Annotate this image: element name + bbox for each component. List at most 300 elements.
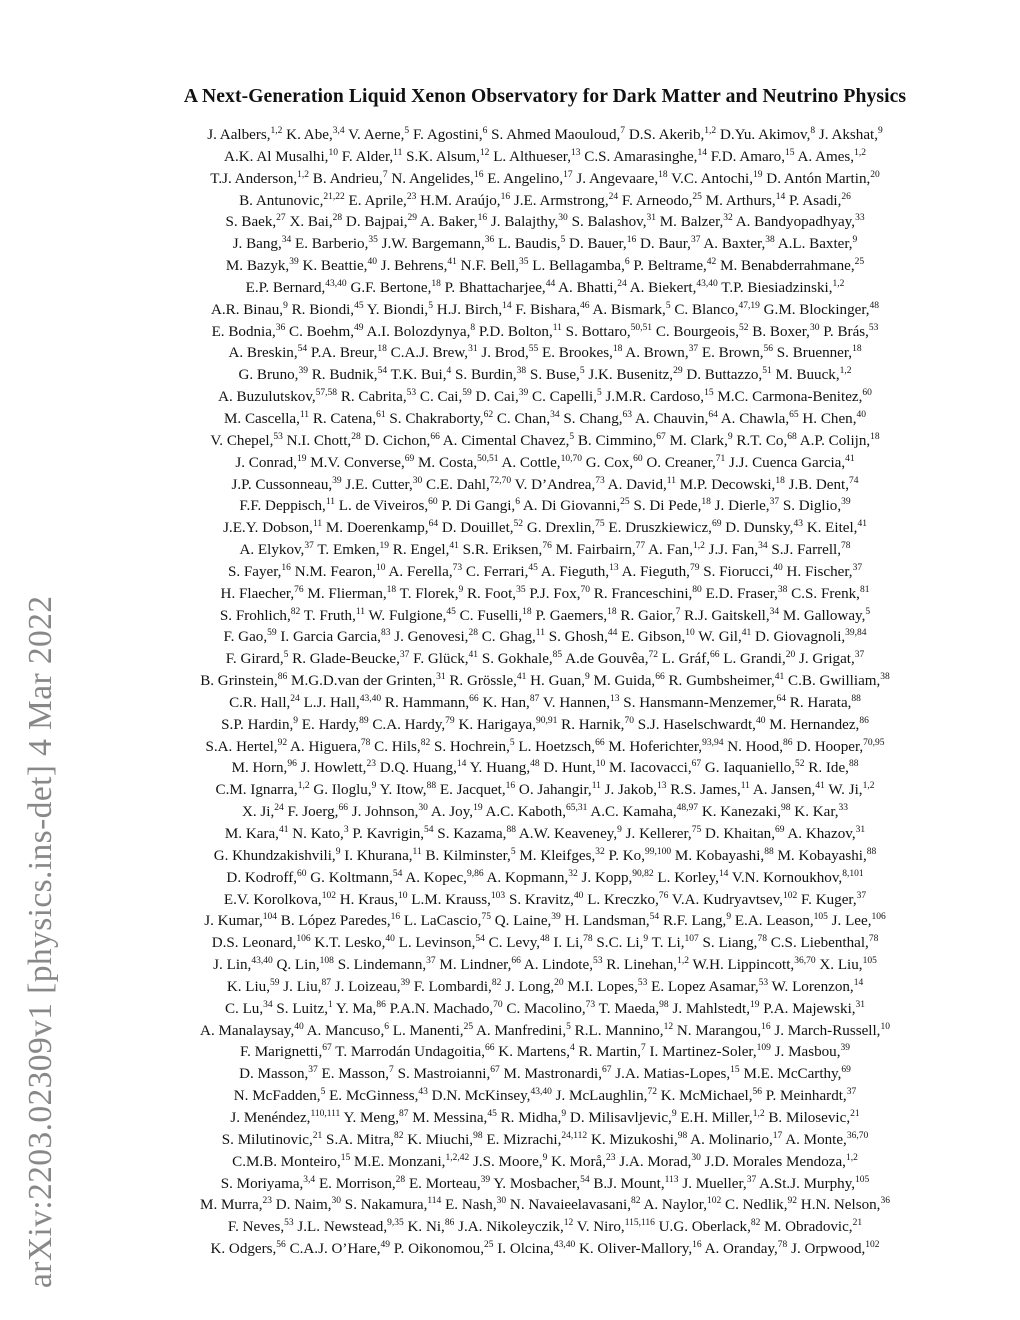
affiliation-number: 1,2 xyxy=(752,1108,765,1119)
affiliation-number: 30 xyxy=(558,213,568,224)
affiliation-number: 92 xyxy=(277,737,288,748)
affiliation-number: 9 xyxy=(335,846,341,857)
affiliation-number: 18 xyxy=(522,606,532,617)
affiliation-number: 31 xyxy=(855,824,866,835)
affiliation-number: 25 xyxy=(854,257,865,268)
affiliation-number: 54 xyxy=(649,912,660,923)
author-line: H. Flaecher,$^{76}$ M. Flierman,$^{18}$ T. Florek,$^9$ R. Foot,$^{35}$ P.J. Fox,$^{70}$ R. Franceschini,$^{80}$ E.D. Fraser,$^{38}$ C.S. Frenk,$^{81}$ xyxy=(220,584,870,602)
affiliation-number: 82 xyxy=(393,1130,404,1141)
author-line: N. McFadden,$^5$ E. McGinness,$^{43}$ D.N. McKinsey,$^{43,40}$ J. McLaughlin,$^{72}$ K. McMichael,$^{56}$ P. Meinhardt,$^{37}$ xyxy=(233,1087,857,1105)
affiliation-number: 70 xyxy=(580,584,591,595)
affiliation-number: 92 xyxy=(787,1196,798,1207)
affiliation-number: 38 xyxy=(880,672,890,683)
affiliation-number: 98 xyxy=(677,1130,688,1141)
affiliation-number: 9 xyxy=(878,125,883,136)
affiliation-number: 41 xyxy=(857,519,867,530)
affiliation-number: 19 xyxy=(750,999,760,1010)
author-line: M. Cascella,$^{11}$ R. Catena,$^{61}$ S. Chakraborty,$^{62}$ C. Chan,$^{34}$ S. Chang,$^{63}$ A. Chauvin,$^{64}$ A. Chawla,$^{65}$ H. Chen,$^{40}$ xyxy=(224,409,866,427)
affiliation-number: 66 xyxy=(710,650,720,661)
affiliation-number: 70 xyxy=(624,715,634,726)
affiliation-number: 34 xyxy=(758,541,768,551)
affiliation-number: 65 xyxy=(789,409,799,420)
affiliation-number: 19 xyxy=(473,803,483,814)
affiliation-number: 42 xyxy=(706,257,717,268)
affiliation-number: 66 xyxy=(469,693,479,704)
affiliation-number: 75 xyxy=(595,519,605,530)
affiliation-number: 18 xyxy=(431,278,441,289)
affiliation-number: 88 xyxy=(851,693,861,704)
affiliation-number: 37 xyxy=(769,497,780,508)
affiliation-number: 11 xyxy=(552,322,562,333)
affiliation-number: 47,19 xyxy=(738,300,760,311)
affiliation-number: 18 xyxy=(870,431,880,442)
affiliation-number: 16 xyxy=(473,169,484,180)
affiliation-number: 24 xyxy=(274,803,284,814)
affiliation-number: 12 xyxy=(663,1021,674,1032)
author-line: F. Neves,$^{53}$ J.L. Newstead,$^{9,35}$ K. Ni,$^{86}$ J.A. Nikoleyczik,$^{12}$ V. Niro,$^{115,116}$ U.G. Oberlack,$^{82}$ M. Obradovic,$^{21}$ xyxy=(227,1218,863,1236)
affiliation-number: 65,31 xyxy=(566,803,588,814)
affiliation-number: 1,2 xyxy=(862,781,875,792)
affiliation-number: 23 xyxy=(606,1152,616,1163)
affiliation-number: 41 xyxy=(741,628,752,639)
affiliation-number: 43 xyxy=(418,1087,428,1098)
affiliation-number: 45 xyxy=(487,1108,497,1119)
author-line: D.S. Leonard,$^{106}$ K.T. Lesko,$^{40}$ L. Levinson,$^{54}$ C. Levy,$^{48}$ I. Li,$^{78}$ S.C. Li,$^9$ T. Li,$^{107}$ S. Liang,$^{78}$ C.S. Liebenthal,$^{78}$ xyxy=(211,934,879,952)
affiliation-number: 1,2 xyxy=(270,125,283,136)
affiliation-number: 35 xyxy=(516,584,526,595)
affiliation-number: 35 xyxy=(368,235,378,246)
affiliation-number: 3 xyxy=(343,824,349,835)
affiliation-number: 41 xyxy=(774,672,785,683)
affiliation-number: 40 xyxy=(294,1021,304,1032)
author-line: S. Milutinovic,$^{21}$ S.A. Mitra,$^{82}$ K. Miuchi,$^{98}$ E. Mizrachi,$^{24,112}$ K. Mizukoshi,$^{98}$ A. Molinario,$^{17}$ A. Monte,$^{36,70}$ xyxy=(221,1130,869,1148)
affiliation-number: 10 xyxy=(880,1021,890,1032)
affiliation-number: 20 xyxy=(785,650,796,661)
affiliation-number: 48 xyxy=(530,759,540,770)
affiliation-number: 9 xyxy=(585,672,590,683)
affiliation-number: 41 xyxy=(468,650,479,661)
affiliation-number: 87 xyxy=(529,693,540,704)
author-line: J. Conrad,$^{19}$ M.V. Converse,$^{69}$ M. Costa,$^{50,51}$ A. Cottle,$^{10,70}$ G. Cox,$^{60}$ O. Creaner,$^{71}$ J.J. Cuenca Garcia,$^{41}$ xyxy=(235,453,855,471)
affiliation-number: 8,101 xyxy=(842,868,864,879)
affiliation-number: 45 xyxy=(446,606,456,617)
affiliation-number: 17 xyxy=(772,1130,783,1141)
affiliation-number: 11 xyxy=(591,781,601,792)
affiliation-number: 21 xyxy=(852,1218,863,1229)
affiliation-number: 21,22 xyxy=(323,191,345,202)
affiliation-number: 102 xyxy=(865,1240,880,1250)
author-list xyxy=(80,125,1010,1261)
affiliation-number: 30 xyxy=(418,803,428,814)
affiliation-number: 73 xyxy=(585,999,596,1010)
affiliation-number: 5 xyxy=(510,846,516,857)
affiliation-number: 13 xyxy=(609,562,619,573)
affiliation-number: 24 xyxy=(608,191,619,202)
affiliation-number: 1,2 xyxy=(297,781,310,792)
affiliation-number: 18 xyxy=(612,344,623,355)
affiliation-number: 9 xyxy=(617,824,622,835)
affiliation-number: 86 xyxy=(277,672,288,683)
affiliation-number: 12 xyxy=(563,1218,574,1229)
affiliation-number: 88 xyxy=(426,781,437,792)
author-line: J. Kumar,$^{104}$ B. López Paredes,$^{16}$ L. LaCascio,$^{75}$ Q. Laine,$^{39}$ H. Landsman,$^{54}$ R.F. Lang,$^9$ E.A. Leason,$^{105}$ J. Lee,$^{106}$ xyxy=(204,912,886,930)
author-line: S. Frohlich,$^{82}$ T. Fruth,$^{11}$ W. Fulgione,$^{45}$ C. Fuselli,$^{18}$ P. Gaemers,$^{18}$ R. Gaior,$^7$ R.J. Gaitskell,$^{34}$ M. Galloway,$^5$ xyxy=(219,606,871,624)
affiliation-number: 33 xyxy=(855,213,865,224)
affiliation-number: 104 xyxy=(262,912,278,923)
affiliation-number: 40 xyxy=(385,934,395,945)
affiliation-number: 11 xyxy=(740,781,750,792)
affiliation-number: 55 xyxy=(528,344,539,355)
affiliation-number: 17 xyxy=(563,169,573,180)
author-line: J.E.Y. Dobson,$^{11}$ M. Doerenkamp,$^{64}$ D. Douillet,$^{52}$ G. Drexlin,$^{75}$ E. Druszkiewicz,$^{69}$ D. Dunsky,$^{43}$ K. Eitel,$^{41}$ xyxy=(223,519,867,537)
affiliation-number: 44 xyxy=(545,278,556,289)
author-line: E. Bodnia,$^{36}$ C. Boehm,$^{49}$ A.I. Bolozdynya,$^8$ P.D. Bolton,$^{11}$ S. Bottaro,$^{50,51}$ C. Bourgeois,$^{52}$ B. Boxer,$^{30}$ P. Brás,$^{53}$ xyxy=(211,322,879,340)
affiliation-number: 15 xyxy=(704,388,714,399)
affiliation-number: 54 xyxy=(475,934,485,945)
affiliation-number: 109 xyxy=(756,1043,771,1054)
arxiv-identifier[interactable]: arXiv:2203.02309v1 [physics.ins-det] 4 Mar 2022 xyxy=(22,595,59,1288)
author-line: S. Fayer,$^{16}$ N.M. Fearon,$^{10}$ A. Ferella,$^{73}$ C. Ferrari,$^{45}$ A. Fieguth,$^{13}$ A. Fieguth,$^{79}$ S. Fiorucci,$^{40}$ H. Fischer,$^{37}$ xyxy=(227,562,863,580)
author-line: F. Gao,$^{59}$ I. Garcia Garcia,$^{83}$ J. Genovesi,$^{28}$ C. Ghag,$^{11}$ S. Ghosh,$^{44}$ E. Gibson,$^{10}$ W. Gil,$^{41}$ D. Giovagnoli,$^{39,84}$ xyxy=(223,628,867,646)
affiliation-number: 1,2 xyxy=(832,278,845,289)
affiliation-number: 79 xyxy=(445,715,455,726)
author-line: A. Buzulutskov,$^{57,58}$ R. Cabrita,$^{53}$ C. Cai,$^{59}$ D. Cai,$^{39}$ C. Capelli,$^5$ J.M.R. Cardoso,$^{15}$ M.C. Carmona-Benitez,$^{60}$ xyxy=(218,388,872,406)
affiliation-number: 45 xyxy=(354,300,364,311)
author-line: M. Kara,$^{41}$ N. Kato,$^3$ P. Kavrigin,$^{54}$ S. Kazama,$^{88}$ A.W. Keaveney,$^9$ J. Kellerer,$^{75}$ D. Khaitan,$^{69}$ A. Khazov,$^{31}$ xyxy=(224,824,866,842)
affiliation-number: 54 xyxy=(297,344,308,355)
affiliation-number: 7 xyxy=(389,1065,394,1076)
affiliation-number: 77 xyxy=(635,541,646,551)
affiliation-number: 32 xyxy=(595,846,605,857)
affiliation-number: 5 xyxy=(283,650,289,661)
affiliation-number: 11 xyxy=(355,606,366,617)
affiliation-number: 82 xyxy=(491,977,502,988)
affiliation-number: 34 xyxy=(263,999,273,1010)
affiliation-number: 82 xyxy=(290,606,301,617)
affiliation-number: 64 xyxy=(428,519,439,530)
affiliation-number: 103 xyxy=(490,890,506,901)
affiliation-number: 102 xyxy=(782,890,798,901)
affiliation-number: 73 xyxy=(595,475,605,486)
affiliation-number: 38 xyxy=(777,584,788,595)
affiliation-number: 8 xyxy=(470,322,476,333)
affiliation-number: 11 xyxy=(412,846,422,857)
affiliation-number: 88 xyxy=(506,824,516,835)
affiliation-number: 87 xyxy=(321,977,331,988)
affiliation-number: 29 xyxy=(673,366,683,377)
affiliation-number: 18 xyxy=(377,344,387,355)
affiliation-number: 1,2,42 xyxy=(445,1152,470,1163)
affiliation-number: 43 xyxy=(793,519,803,530)
affiliation-number: 43,40 xyxy=(553,1240,576,1250)
affiliation-number: 25 xyxy=(463,1021,474,1032)
affiliation-number: 39,84 xyxy=(845,628,867,639)
affiliation-number: 19 xyxy=(379,541,390,551)
affiliation-number: 10 xyxy=(685,628,695,639)
affiliation-number: 9 xyxy=(643,934,649,945)
affiliation-number: 41 xyxy=(278,824,289,835)
affiliation-number: 11 xyxy=(666,475,676,486)
affiliation-number: 86 xyxy=(444,1218,455,1229)
affiliation-number: 9 xyxy=(727,431,733,442)
affiliation-number: 5 xyxy=(404,125,410,136)
affiliation-number: 19 xyxy=(296,453,307,464)
author-line: M. Murra,$^{23}$ D. Naim,$^{30}$ S. Nakamura,$^{114}$ E. Nash,$^{30}$ N. Navaieelavasani,$^{82}$ A. Naylor,$^{102}$ C. Nedlik,$^{92}$ H.N. Nelson,$^{36}$ xyxy=(200,1196,890,1214)
affiliation-number: 73 xyxy=(452,562,463,573)
affiliation-number: 14 xyxy=(456,759,467,770)
affiliation-number: 114 xyxy=(427,1196,442,1207)
affiliation-number: 4 xyxy=(446,366,452,377)
affiliation-number: 86 xyxy=(782,737,793,748)
affiliation-number: 72 xyxy=(648,650,659,661)
author-line: A. Elykov,$^{37}$ T. Emken,$^{19}$ R. Engel,$^{41}$ S.R. Eriksen,$^{76}$ M. Fairbairn,$^{77}$ A. Fan,$^{1,2}$ J.J. Fan,$^{34}$ S.J. Farrell,$^{78}$ xyxy=(239,541,851,559)
author-line: C.M. Ignarra,$^{1,2}$ G. Iloglu,$^9$ Y. Itow,$^{88}$ E. Jacquet,$^{16}$ O. Jahangir,$^{11}$ J. Jakob,$^{13}$ R.S. James,$^{11}$ A. Jansen,$^{41}$ W. Ji,$^{1,2}$ xyxy=(215,781,875,799)
affiliation-number: 21 xyxy=(312,1130,323,1141)
affiliation-number: 37 xyxy=(304,541,314,551)
affiliation-number: 31 xyxy=(646,213,656,224)
affiliation-number: 72 xyxy=(647,1087,657,1098)
affiliation-number: 5 xyxy=(865,606,871,617)
affiliation-number: 67 xyxy=(322,1043,332,1054)
arxiv-sidebar xyxy=(0,0,80,1320)
affiliation-number: 30 xyxy=(331,1196,342,1207)
author-line: C.M.B. Monteiro,$^{15}$ M.E. Monzani,$^{1,2,42}$ J.S. Moore,$^9$ K. Morå,$^{23}$ J.A. Morad,$^{30}$ J.D. Morales Mendoza,$^{1,2}$ xyxy=(232,1152,858,1170)
affiliation-number: 54 xyxy=(377,366,388,377)
affiliation-number: 9 xyxy=(458,584,464,595)
affiliation-number: 88 xyxy=(848,759,859,770)
affiliation-number: 32 xyxy=(723,213,733,224)
affiliation-number: 36,70 xyxy=(846,1130,869,1141)
affiliation-number: 68 xyxy=(787,431,797,442)
affiliation-number: 18 xyxy=(701,497,711,508)
affiliation-number: 9 xyxy=(852,235,858,246)
affiliation-number: 7 xyxy=(620,125,626,136)
affiliation-number: 83 xyxy=(380,628,391,639)
affiliation-number: 44 xyxy=(607,628,618,639)
affiliation-number: 66 xyxy=(485,1043,495,1054)
affiliation-number: 28 xyxy=(395,1174,406,1185)
affiliation-number: 39 xyxy=(289,257,299,268)
affiliation-number: 39 xyxy=(841,497,851,508)
affiliation-number: 31 xyxy=(436,672,446,683)
affiliation-number: 33 xyxy=(838,803,849,814)
affiliation-number: 24,112 xyxy=(561,1130,588,1141)
affiliation-number: 30 xyxy=(412,475,423,486)
affiliation-number: 53 xyxy=(758,977,769,988)
affiliation-number: 37 xyxy=(688,344,699,355)
affiliation-number: 82 xyxy=(420,737,431,748)
author-line: C.R. Hall,$^{24}$ L.J. Hall,$^{43,40}$ R. Hammann,$^{66}$ K. Han,$^{87}$ V. Hannen,$^{13}$ S. Hansmann-Menzemer,$^{64}$ R. Harata,$^{88}$ xyxy=(229,693,861,711)
affiliation-number: 64 xyxy=(776,693,787,704)
author-line: B. Grinstein,$^{86}$ M.G.D.van der Grinten,$^{31}$ R. Grössle,$^{41}$ H. Guan,$^9$ M. Guida,$^{66}$ R. Gumbsheimer,$^{41}$ C.B. Gwilliam,$^{38}$ xyxy=(200,672,890,690)
affiliation-number: 16 xyxy=(500,191,511,202)
affiliation-number: 61 xyxy=(376,409,386,420)
affiliation-number: 9 xyxy=(283,300,288,311)
author-line: C. Lu,$^{34}$ S. Luitz,$^1$ Y. Ma,$^{86}$ P.A.N. Machado,$^{70}$ C. Macolino,$^{73}$ T. Maeda,$^{98}$ J. Mahlstedt,$^{19}$ P.A. Majewski,$^{31}$ xyxy=(224,999,866,1017)
affiliation-number: 9,35 xyxy=(387,1218,404,1229)
affiliation-number: 9 xyxy=(561,1108,567,1119)
affiliation-number: 108 xyxy=(319,956,334,967)
author-line: A.R. Binau,$^9$ R. Biondi,$^{45}$ Y. Biondi,$^5$ H.J. Birch,$^{14}$ F. Bishara,$^{46}$ A. Bismark,$^5$ C. Blanco,$^{47,19}$ G.M. Blockinger,$^{48}$ xyxy=(210,300,880,318)
author-line: B. Antunovic,$^{21,22}$ E. Aprile,$^{23}$ H.M. Araújo,$^{16}$ J.E. Armstrong,$^{24}$ F. Arneodo,$^{25}$ M. Arthurs,$^{14}$ P. Asadi,$^{26}$ xyxy=(239,191,851,209)
affiliation-number: 41 xyxy=(516,672,527,683)
affiliation-number: 76 xyxy=(658,890,669,901)
author-line: S. Moriyama,$^{3,4}$ E. Morrison,$^{28}$ E. Morteau,$^{39}$ Y. Mosbacher,$^{54}$ B.J. Mount,$^{113}$ J. Mueller,$^{37}$ A.St.J. Murphy,$^{105}$ xyxy=(220,1174,870,1192)
author-line: D. Masson,$^{37}$ E. Masson,$^7$ S. Mastroianni,$^{67}$ M. Mastronardi,$^{67}$ J.A. Matias-Lopes,$^{15}$ M.E. McCarthy,$^{69}$ xyxy=(239,1065,851,1083)
affiliation-number: 88 xyxy=(866,846,877,857)
affiliation-number: 16 xyxy=(390,912,401,923)
affiliation-number: 66 xyxy=(511,956,521,967)
affiliation-number: 102 xyxy=(321,890,336,901)
affiliation-number: 39 xyxy=(400,977,411,988)
affiliation-number: 43,40 xyxy=(530,1087,552,1098)
author-line: S.A. Hertel,$^{92}$ A. Higuera,$^{78}$ C. Hils,$^{82}$ S. Hochrein,$^5$ L. Hoetzsch,$^{66}$ M. Hoferichter,$^{93,94}$ N. Hood,$^{86}$ D. Hooper,$^{70,95}$ xyxy=(205,737,885,755)
affiliation-number: 52 xyxy=(513,519,524,530)
affiliation-number: 15 xyxy=(340,1152,351,1163)
affiliation-number: 82 xyxy=(750,1218,761,1229)
affiliation-number: 14 xyxy=(502,300,512,311)
author-line: J. Bang,$^{34}$ E. Barberio,$^{35}$ J.W. Bargemann,$^{36}$ L. Baudis,$^5$ D. Bauer,$^{16}$ D. Baur,$^{37}$ A. Baxter,$^{38}$ A.L. Baxter,$^9$ xyxy=(232,235,858,253)
affiliation-number: 5 xyxy=(569,431,575,442)
affiliation-number: 15 xyxy=(785,147,795,158)
affiliation-number: 3,4 xyxy=(332,125,345,136)
affiliation-number: 60 xyxy=(297,868,307,879)
affiliation-number: 15 xyxy=(730,1065,740,1076)
affiliation-number: 37 xyxy=(308,1065,318,1076)
affiliation-number: 46 xyxy=(580,300,590,311)
affiliation-number: 5 xyxy=(320,1087,326,1098)
affiliation-number: 57,58 xyxy=(315,388,338,399)
author-line: X. Ji,$^{24}$ F. Joerg,$^{66}$ J. Johnson,$^{30}$ A. Joy,$^{19}$ A.C. Kaboth,$^{65,31}$ A.C. Kamaha,$^{48,97}$ K. Kanezaki,$^{98}$ K. Kar,$^{33}$ xyxy=(241,803,849,821)
author-line: J.P. Cussonneau,$^{39}$ J.E. Cutter,$^{30}$ C.E. Dahl,$^{72,70}$ V. D’Andrea,$^{73}$ A. David,$^{11}$ M.P. Decowski,$^{18}$ J.B. Dent,$^{74}$ xyxy=(231,475,859,493)
affiliation-number: 40 xyxy=(573,890,584,901)
affiliation-number: 8 xyxy=(810,125,816,136)
affiliation-number: 106 xyxy=(871,912,886,923)
affiliation-number: 64 xyxy=(708,409,718,420)
affiliation-number: 16 xyxy=(761,1021,771,1032)
affiliation-number: 67 xyxy=(602,1065,612,1076)
affiliation-number: 11 xyxy=(393,147,403,158)
affiliation-number: 1,2 xyxy=(704,125,717,136)
affiliation-number: 74 xyxy=(848,475,859,486)
affiliation-number: 5 xyxy=(566,1021,571,1032)
affiliation-number: 7 xyxy=(675,606,681,617)
affiliation-number: 43,40 xyxy=(325,278,347,289)
affiliation-number: 1,2 xyxy=(854,147,866,158)
affiliation-number: 38 xyxy=(765,235,775,246)
affiliation-number: 36 xyxy=(880,1196,890,1207)
affiliation-number: 9 xyxy=(293,715,299,726)
paper-title: A Next-Generation Liquid Xenon Observatory for Dark Matter and Neutrino Physics xyxy=(183,86,907,107)
affiliation-number: 54 xyxy=(580,1174,590,1185)
affiliation-number: 48,97 xyxy=(676,803,699,814)
author-line: F. Marignetti,$^{67}$ T. Marrodán Undagoitia,$^{66}$ K. Martens,$^4$ R. Martin,$^7$ I. Martinez-Soler,$^{109}$ J. Masbou,$^{39}$ xyxy=(240,1043,850,1061)
affiliation-number: 9,86 xyxy=(466,868,484,879)
affiliation-number: 5 xyxy=(597,388,602,399)
affiliation-number: 50,51 xyxy=(477,453,499,464)
affiliation-number: 25 xyxy=(620,497,630,508)
affiliation-number: 39 xyxy=(298,366,308,377)
affiliation-number: 106 xyxy=(296,934,311,945)
affiliation-number: 53 xyxy=(637,977,648,988)
author-line: K. Odgers,$^{56}$ C.A.J. O’Hare,$^{49}$ P. Oikonomou,$^{25}$ I. Olcina,$^{43,40}$ K. Oliver-Mallory,$^{16}$ A. Oranday,$^{78}$ J. Orpwood,$^{102}$ xyxy=(210,1240,880,1258)
affiliation-number: 34 xyxy=(769,606,780,617)
affiliation-number: 16 xyxy=(505,781,516,792)
affiliation-number: 21 xyxy=(850,1108,860,1119)
affiliation-number: 41 xyxy=(815,781,825,792)
affiliation-number: 81 xyxy=(859,584,870,595)
affiliation-number: 28 xyxy=(468,628,478,639)
affiliation-number: 34 xyxy=(281,235,292,246)
affiliation-number: 53 xyxy=(868,322,879,333)
affiliation-number: 18 xyxy=(775,475,785,486)
affiliation-number: 102 xyxy=(707,1196,722,1207)
affiliation-number: 36,70 xyxy=(794,956,816,967)
affiliation-number: 63 xyxy=(622,409,633,420)
author-line: S. Baek,$^{27}$ X. Bai,$^{28}$ D. Bajpai,$^{29}$ A. Baker,$^{16}$ J. Balajthy,$^{30}$ S. Balashov,$^{31}$ M. Balzer,$^{32}$ A. Bandyopadhyay,$^{33}$ xyxy=(225,213,865,231)
affiliation-number: 23 xyxy=(406,191,417,202)
affiliation-number: 14 xyxy=(853,977,864,988)
affiliation-number: 36 xyxy=(275,322,286,333)
affiliation-number: 98 xyxy=(781,803,791,814)
affiliation-number: 27 xyxy=(276,213,286,224)
author-line: G. Bruno,$^{39}$ R. Budnik,$^{54}$ T.K. Bui,$^4$ S. Burdin,$^{38}$ S. Buse,$^5$ J.K. Busenitz,$^{29}$ D. Buttazzo,$^{51}$ M. Buuck,$^{1,2}$ xyxy=(238,366,852,384)
affiliation-number: 32 xyxy=(568,868,578,879)
affiliation-number: 13 xyxy=(570,147,581,158)
author-line: M. Bazyk,$^{39}$ K. Beattie,$^{40}$ J. Behrens,$^{41}$ N.F. Bell,$^{35}$ L. Bellagamba,$^6$ P. Beltrame,$^{42}$ M. Benabderrahmane,$^{25}$ xyxy=(225,257,865,275)
affiliation-number: 60 xyxy=(633,453,643,464)
affiliation-number: 16 xyxy=(692,1240,702,1250)
author-line: A. Manalaysay,$^{40}$ A. Mancuso,$^6$ L. Manenti,$^{25}$ A. Manfredini,$^5$ R.L. Mannino,$^{12}$ N. Marangou,$^{16}$ J. March-Russell,$^{10}$ xyxy=(200,1021,890,1039)
affiliation-number: 14 xyxy=(697,147,707,158)
affiliation-number: 39 xyxy=(840,1043,850,1054)
affiliation-number: 78 xyxy=(868,934,879,945)
affiliation-number: 19 xyxy=(753,169,763,180)
affiliation-number: 24 xyxy=(617,278,627,289)
affiliation-number: 51 xyxy=(762,366,772,377)
affiliation-number: 1,2 xyxy=(839,366,852,377)
affiliation-number: 9 xyxy=(371,781,377,792)
affiliation-number: 40 xyxy=(773,562,783,573)
affiliation-number: 18 xyxy=(607,606,617,617)
affiliation-number: 9 xyxy=(726,912,732,923)
affiliation-number: 40 xyxy=(755,715,766,726)
affiliation-number: 37 xyxy=(856,890,867,901)
affiliation-number: 1,2 xyxy=(297,169,310,180)
affiliation-number: 41 xyxy=(449,541,459,551)
affiliation-number: 67 xyxy=(656,431,666,442)
author-line: J. Menéndez,$^{110,111}$ Y. Meng,$^{87}$ M. Messina,$^{45}$ R. Midha,$^9$ D. Milisavljevic,$^9$ E.H. Miller,$^{1,2}$ B. Milosevic,$^{21}$ xyxy=(230,1108,860,1126)
affiliation-number: 18 xyxy=(658,169,668,180)
affiliation-number: 49 xyxy=(380,1240,391,1250)
affiliation-number: 93,94 xyxy=(702,737,724,748)
affiliation-number: 66 xyxy=(430,431,440,442)
affiliation-number: 10 xyxy=(397,890,408,901)
affiliation-number: 25 xyxy=(692,191,702,202)
affiliation-number: 12 xyxy=(479,147,490,158)
affiliation-number: 18 xyxy=(852,344,862,355)
affiliation-number: 13 xyxy=(610,693,620,704)
author-line: E.P. Bernard,$^{43,40}$ G.F. Bertone,$^{18}$ P. Bhattacharjee,$^{44}$ A. Bhatti,$^{24}$ A. Biekert,$^{43,40}$ T.P. Biesiadzinski,$^{1,2}$ xyxy=(245,278,845,296)
affiliation-number: 29 xyxy=(407,213,418,224)
affiliation-number: 107 xyxy=(684,934,699,945)
affiliation-number: 40 xyxy=(367,257,377,268)
affiliation-number: 113 xyxy=(664,1174,679,1185)
affiliation-number: 43,40 xyxy=(251,956,273,967)
affiliation-number: 9 xyxy=(671,1108,677,1119)
affiliation-number: 105 xyxy=(813,912,828,923)
affiliation-number: 1,2 xyxy=(677,956,689,967)
